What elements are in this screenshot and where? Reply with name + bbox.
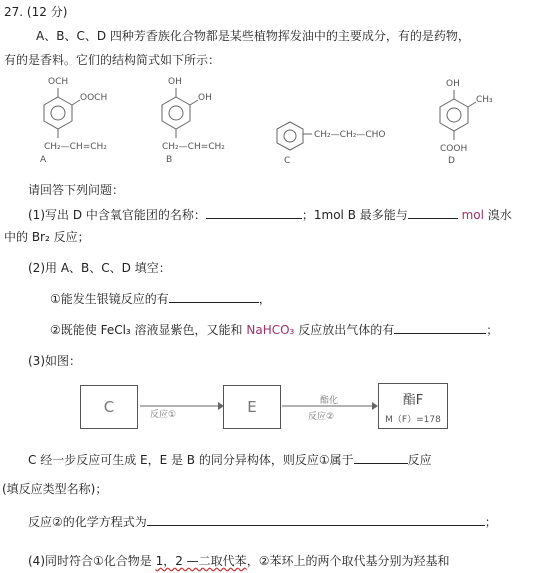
box-f-mass: M（F）=178 — [385, 415, 441, 425]
arrow-2-head — [372, 402, 378, 410]
q2-s1-end: ， — [258, 292, 271, 306]
q1-text-a: (1)写出 D 中含氧官能团的名称： — [28, 208, 206, 222]
question-number — [4, 3, 67, 20]
q3-intro: (3)如图： — [28, 354, 81, 368]
a-side-sub: OOCH — [80, 93, 108, 103]
q1-text-c: 溴水 — [487, 208, 512, 222]
benzene-ring-d — [440, 99, 468, 131]
arrow-1-head — [218, 402, 224, 410]
q3-blank-2[interactable] — [147, 513, 485, 526]
box-c-label: C — [103, 398, 115, 416]
q4-text-a: (4)同时符合①化合物是 — [28, 554, 152, 568]
q2-s2-text-b: 反应放出气体的有 — [298, 323, 395, 337]
q3-blank-1[interactable] — [354, 451, 408, 464]
box-f — [378, 383, 448, 429]
qnum: 27. — [4, 5, 24, 19]
q2-nahco3: NaHCO₃ — [246, 323, 295, 337]
b-side-sub: OH — [198, 93, 212, 103]
q2-s2-end: ； — [486, 323, 499, 337]
box-c — [80, 385, 138, 429]
q1-mol: mol — [461, 208, 484, 222]
d-label: D — [448, 156, 455, 166]
q4-text-c: ，②苯环上的两个取代基分别为羟基和 — [246, 554, 450, 568]
a-chain: CH₂—CH=CH₂ — [44, 142, 107, 152]
q2-intro: (2)用 A、B、C、D 填空： — [28, 261, 171, 275]
q4-text-b: 1，2 —二取代苯 — [155, 554, 247, 568]
arrow-2-top-label: 酯化 — [320, 396, 339, 406]
q2-s1 — [50, 290, 271, 307]
q3-line2: (填反应类型名称)； — [2, 482, 108, 496]
structures-figure — [0, 70, 559, 170]
prompt: 请回答下列问题： — [28, 183, 125, 197]
arrow-1-label: 反应① — [150, 410, 177, 420]
q3-line3-text: 反应②的化学方程式为 — [28, 515, 147, 529]
q1-line2: 中的 Br₂ 反应； — [4, 230, 90, 244]
q4-line — [28, 552, 449, 569]
d-top-sub: OH — [446, 79, 460, 89]
b-label: B — [166, 155, 173, 165]
a-top-sub: OCH — [48, 77, 69, 87]
q1-blank-2[interactable] — [408, 206, 458, 219]
q2-s2 — [50, 321, 498, 338]
q2-blank-2[interactable] — [394, 321, 486, 334]
q2-s1-text: ①能发生银镜反应的有 — [50, 292, 169, 306]
q3-line1-text: C 经一步反应可生成 E，E 是 B 的同分异构体，则反应①属于 — [28, 453, 354, 467]
box-e-label: E — [247, 398, 257, 416]
a-label: A — [40, 155, 47, 165]
intro-line1: A、B、C、D 四种芳香族化合物都是某些植物挥发油中的主要成分，有的是药物， — [36, 29, 470, 43]
q3-line1 — [28, 451, 432, 468]
d-bottom-sub: COOH — [440, 144, 468, 154]
b-top-sub: OH — [168, 77, 182, 87]
q1-blank-1[interactable] — [206, 206, 302, 219]
c-label: C — [284, 156, 291, 166]
q2-s2-text-a: ②既能使 FeCl₃ 溶液显紫色，又能和 — [50, 323, 243, 337]
d-side-sub: CH₃ — [476, 95, 493, 105]
arrow-2-bottom-label: 反应② — [308, 412, 335, 422]
q3-line3 — [28, 513, 497, 530]
q2-blank-1[interactable] — [169, 290, 259, 303]
q1-text-b: ；1mol B 最多能与 — [301, 208, 408, 222]
points: (12 分) — [26, 5, 68, 19]
box-f-title: 酯F — [402, 393, 424, 408]
intro-line2: 有的是香料。它们的结构简式如下所示： — [4, 53, 221, 67]
q3-line3-end: ； — [484, 515, 497, 529]
c-chain: CH₂—CH₂—CHO — [314, 130, 386, 140]
b-chain: CH₂—CH=CH₂ — [162, 142, 225, 152]
q1-line1 — [28, 206, 512, 223]
benzene-ring-c — [277, 122, 303, 150]
benzene-ring-a — [44, 97, 72, 129]
q3-line1-end: 反应 — [407, 453, 432, 467]
benzene-ring-b — [162, 97, 190, 129]
